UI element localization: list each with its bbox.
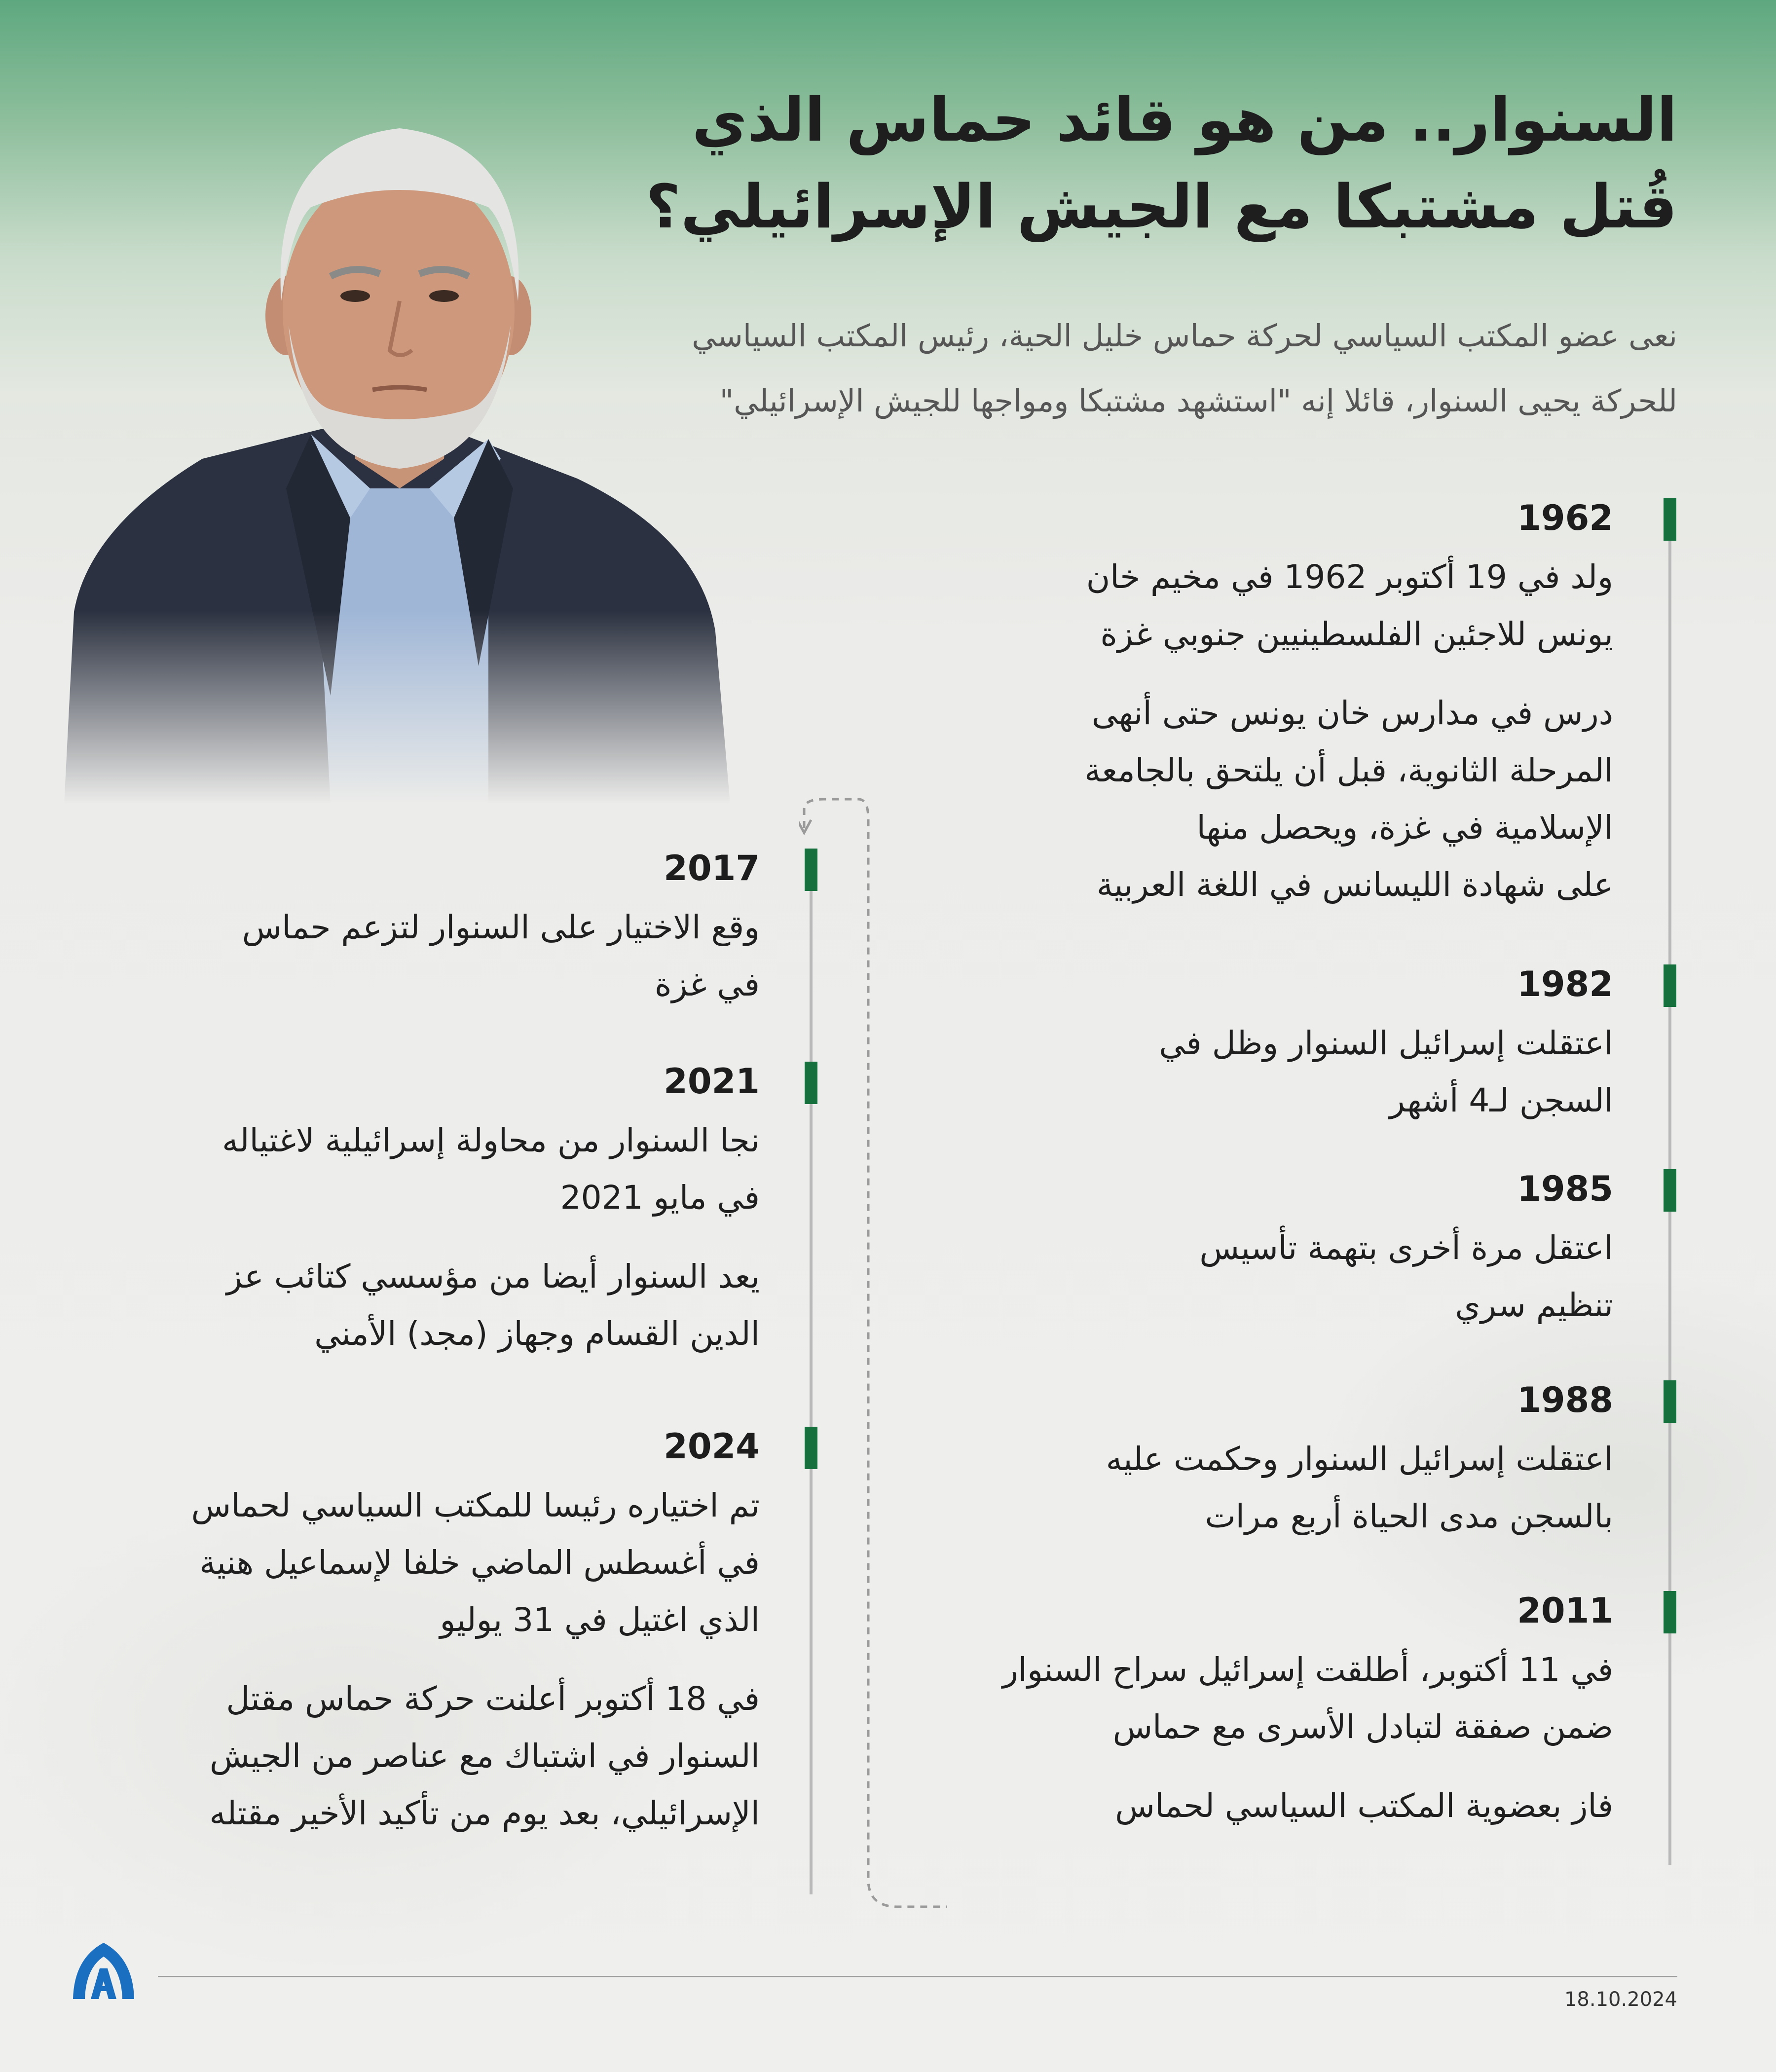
entry-line: ضمن صفقة لتبادل الأسرى مع حماس: [1112, 1708, 1613, 1746]
year-marker-1962: [1664, 498, 1676, 541]
subtitle-line-1: نعى عضو المكتب السياسي لحركة حماس خليل الحية، رئيس المكتب السياسي: [692, 318, 1677, 354]
entry-line: في أغسطس الماضي خلفا لإسماعيل هنية: [199, 1544, 760, 1582]
entry-paragraph: [908, 685, 1613, 914]
entry-line: الذي اغتيل في 31 يوليو: [440, 1601, 760, 1639]
timeline-entry-2017: [118, 844, 760, 1013]
entry-year: 1985: [1517, 1169, 1613, 1209]
entry-line: السجن لـ4 أشهر: [1389, 1081, 1613, 1119]
entry-year: 2011: [1517, 1591, 1613, 1631]
entry-year: 2024: [664, 1426, 760, 1467]
entry-line: المرحلة الثانوية، قبل أن يلتحق بالجامعة: [1084, 751, 1613, 789]
entry-line: الإسرائيلي، بعد يوم من تأكيد الأخير مقتله: [209, 1794, 760, 1832]
entry-paragraph: [118, 1248, 760, 1363]
entry-line: على شهادة الليسانس في اللغة العربية: [1096, 866, 1613, 904]
entry-line: اعتقلت إسرائيل السنوار وظل في: [1159, 1024, 1613, 1062]
entry-line: تم اختياره رئيسا للمكتب السياسي لحماس: [191, 1486, 760, 1524]
entry-year: 2017: [664, 848, 760, 888]
entry-line: في 11 أكتوبر، أطلقت إسرائيل سراح السنوار: [1002, 1651, 1613, 1689]
timeline-entry-2011: [908, 1586, 1613, 1835]
timeline-entry-2021: [118, 1057, 760, 1363]
entry-line: درس في مدارس خان يونس حتى أنهى: [1091, 694, 1613, 732]
year-marker-1985: [1664, 1169, 1676, 1212]
entry-line: وقع الاختيار على السنوار لتزعم حماس: [242, 908, 760, 946]
entry-paragraph: [908, 1015, 1613, 1129]
entry-year: 1982: [1517, 964, 1613, 1004]
entry-paragraph: [118, 1670, 760, 1842]
entry-line: ولد في 19 أكتوبر 1962 في مخيم خان: [1086, 558, 1613, 596]
entry-line: الدين القسام وجهاز (مجد) الأمني: [314, 1315, 760, 1353]
year-marker-2017: [805, 849, 817, 891]
publish-date: 18.10.2024: [1564, 1988, 1677, 2011]
entry-paragraph: [908, 1220, 1613, 1334]
entry-line: اعتقلت إسرائيل السنوار وحكمت عليه: [1106, 1440, 1613, 1478]
year-marker-2021: [805, 1062, 817, 1104]
entry-line: في مايو 2021: [560, 1179, 760, 1217]
entry-line: في 18 أكتوبر أعلنت حركة حماس مقتل: [226, 1680, 760, 1718]
anadolu-agency-logo-icon: [69, 1939, 138, 2003]
entry-line: بالسجن مدى الحياة أربع مرات: [1205, 1497, 1613, 1535]
entry-line: اعتقل مرة أخرى بتهمة تأسيس: [1199, 1229, 1613, 1267]
year-marker-1988: [1664, 1380, 1676, 1423]
entry-line: الإسلامية في غزة، ويحصل منها: [1196, 809, 1613, 847]
entry-paragraph: [908, 1641, 1613, 1756]
entry-line: السنوار في اشتباك مع عناصر من الجيش: [209, 1737, 760, 1775]
timeline-entry-1982: [908, 960, 1613, 1129]
timeline-entry-1962: [908, 493, 1613, 914]
portrait-photo: [54, 113, 735, 804]
entry-paragraph: [118, 1477, 760, 1649]
entry-line: في غزة: [654, 965, 760, 1003]
year-marker-1982: [1664, 964, 1676, 1007]
year-marker-2011: [1664, 1591, 1676, 1633]
footer-divider: [158, 1976, 1677, 1977]
entry-paragraph: [908, 1431, 1613, 1545]
entry-line: تنظيم سري: [1455, 1286, 1613, 1324]
subtitle-line-2: للحركة يحيى السنوار، قائلا إنه "استشهد مشتبكا ومواجها للجيش الإسرائيلي": [719, 383, 1677, 419]
entry-year: 1988: [1517, 1380, 1613, 1420]
entry-year: 1962: [1517, 498, 1613, 538]
entry-line: يعد السنوار أيضا من مؤسسي كتائب عز: [226, 1258, 760, 1295]
year-marker-2024: [805, 1427, 817, 1469]
title-line-2: قُتل مشتبكا مع الجيش الإسرائيلي؟: [645, 172, 1677, 242]
entry-paragraph: [118, 1112, 760, 1226]
entry-paragraph: [908, 1777, 1613, 1835]
entry-year: 2021: [664, 1061, 760, 1102]
entry-line: يونس للاجئين الفلسطينيين جنوبي غزة: [1100, 615, 1613, 653]
timeline-entry-1985: [908, 1164, 1613, 1334]
title-line-1: السنوار.. من هو قائد حماس الذي: [692, 85, 1677, 155]
entry-line: فاز بعضوية المكتب السياسي لحماس: [1115, 1787, 1613, 1825]
entry-line: نجا السنوار من محاولة إسرائيلية لاغتياله: [222, 1121, 760, 1159]
timeline-entry-1988: [908, 1375, 1613, 1545]
entry-paragraph: [908, 549, 1613, 663]
timeline-entry-2024: [118, 1422, 760, 1842]
entry-paragraph: [118, 899, 760, 1013]
